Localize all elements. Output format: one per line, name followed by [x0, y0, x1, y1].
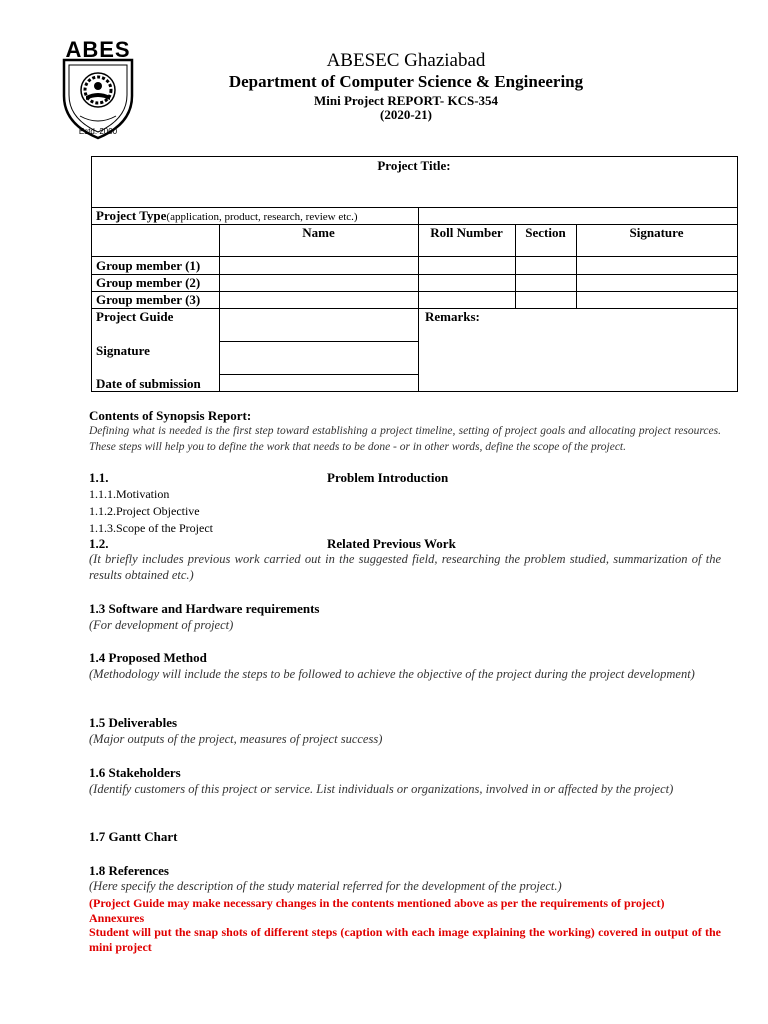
session-year: (2020-21) [380, 107, 432, 122]
section-1-2-desc: (It briefly includes previous work carried out in the suggested field, researching the problem studied, summarization of the results obtained etc.) [89, 552, 721, 582]
section-1-1-2: 1.1.2.Project Objective [89, 504, 200, 518]
college-name: ABESEC Ghaziabad [326, 50, 486, 71]
section-1-3-desc: (For development of project) [89, 618, 234, 632]
guide-note: (Project Guide may make necessary changes in the contents mentioned above as per the requirements of project) [89, 896, 665, 910]
section-1-7-title: 1.7 Gantt Chart [89, 829, 178, 844]
signature-label: Signature [96, 343, 150, 358]
section-1-3-title: 1.3 Software and Hardware requirements [89, 601, 320, 616]
col-signature: Signature [629, 225, 684, 240]
logo-text: ABES [65, 37, 131, 62]
col-roll-number: Roll Number [430, 225, 503, 240]
section-1-1-number: 1.1. [89, 470, 109, 485]
section-1-8-title: 1.8 References [89, 863, 169, 878]
report-title: Mini Project REPORT- KCS-354 [313, 93, 499, 108]
section-1-1-title: Problem Introduction [327, 470, 449, 485]
contents-intro: Defining what is needed is the first step toward establishing a project timeline, setting of project goals and allocating project resources. These steps will help you to define the work that needs to be done - or in other words, define the scope of the project. [89, 425, 721, 453]
section-1-1-1: 1.1.1.Motivation [89, 487, 170, 501]
date-of-submission-label: Date of submission [96, 376, 201, 391]
section-1-1-3: 1.1.3.Scope of the Project [89, 521, 213, 535]
section-1-4-title: 1.4 Proposed Method [89, 650, 207, 665]
project-type-hint: (application, product, research, review etc.) [166, 211, 358, 223]
section-1-8-desc: (Here specify the description of the study material referred for the development of the project.) [89, 879, 562, 893]
project-title-label: Project Title: [377, 158, 451, 173]
section-1-6-title: 1.6 Stakeholders [89, 765, 181, 780]
section-1-4-desc: (Methodology will include the steps to be followed to achieve the objective of the project during the project development) [89, 667, 695, 681]
remarks-label: Remarks: [425, 309, 480, 324]
project-type-label: Project Type(application, product, research, review etc.) [96, 208, 358, 223]
logo-estd: Estd. 2000 [78, 127, 118, 136]
annexures-heading: Annexures [89, 911, 145, 925]
group-member-3: Group member (3) [96, 292, 201, 307]
section-1-5-desc: (Major outputs of the project, measures of project success) [89, 732, 383, 746]
group-member-2: Group member (2) [96, 275, 201, 290]
project-guide-label: Project Guide [96, 309, 174, 324]
group-member-1: Group member (1) [96, 258, 201, 273]
department-name: Department of Computer Science & Engineering [228, 72, 584, 91]
annexures-note: Student will put the snap shots of different steps (caption with each image explaining the working) covered in output of the mini project [89, 925, 721, 954]
section-1-2-number: 1.2. [89, 536, 109, 551]
contents-heading: Contents of Synopsis Report: [89, 408, 252, 423]
section-1-2-title: Related Previous Work [327, 536, 456, 551]
section-1-6-desc: (Identify customers of this project or service. List individuals or organizations, involved in or affected by the project) [89, 782, 674, 796]
section-1-5-title: 1.5 Deliverables [89, 715, 178, 730]
col-section: Section [525, 225, 566, 240]
col-name: Name [302, 225, 335, 240]
